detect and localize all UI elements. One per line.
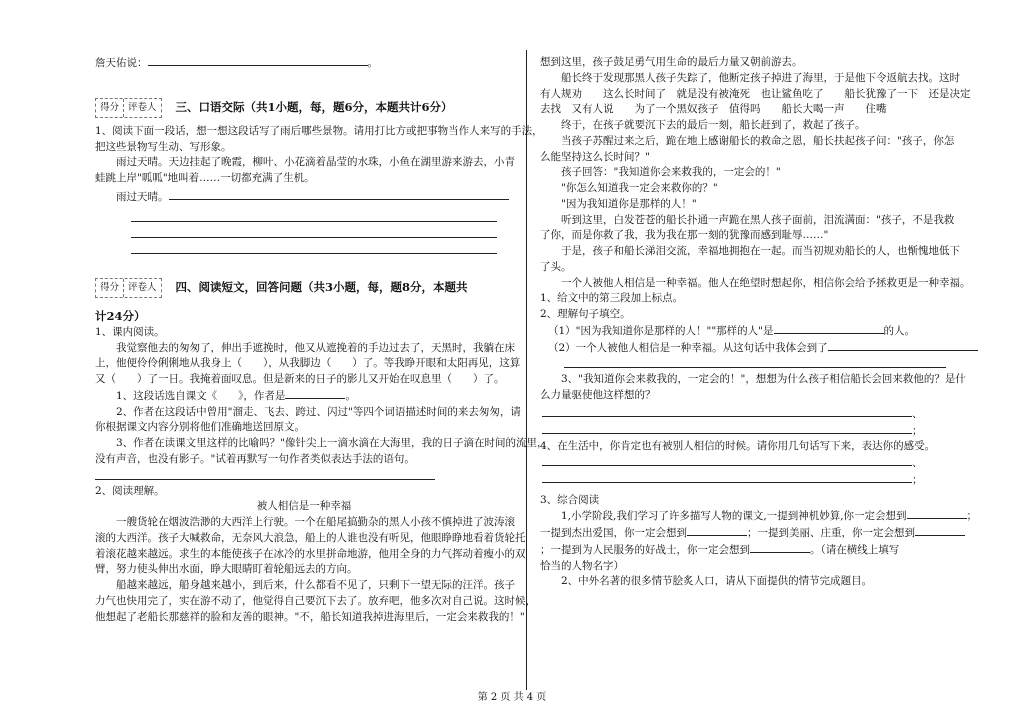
answer-blank[interactable] bbox=[542, 455, 912, 466]
reading1-passage: 我觉察他去的匆匆了，伸出手遮挽时，他又从遮挽着的手边过去了，天黑时，我躺在床 bbox=[116, 341, 515, 354]
reading2-passage: 他想起了老船长那慈祥的脸和友善的眼神。"不，船长知道我掉进海里后，一定会来救我的！" bbox=[95, 610, 525, 623]
section4-title: 四、阅读短文，回答问题（共3小题，每，题8分，本题共 bbox=[175, 279, 468, 294]
q1-text: 1、阅读下面一段话，想一想这段话写了雨后哪些景物。请用打比方或把事物当作人来写的手法， bbox=[95, 124, 543, 137]
name-blank[interactable] bbox=[687, 525, 747, 536]
grader-label: 评卷人 bbox=[128, 101, 157, 113]
reading2-passage: 船越来越远，船身越来越小，到后来，什么都看不见了，只剩下一望无际的汪洋。孩子 bbox=[116, 579, 515, 591]
score-label: 得分 bbox=[96, 279, 124, 297]
comma: 、 bbox=[912, 457, 923, 469]
proverb-blank[interactable] bbox=[148, 55, 368, 66]
reading1-q1-text: 1、这段话选自课文《 》，作者是 bbox=[116, 389, 286, 402]
left-column bbox=[95, 55, 548, 625]
answer-line[interactable] bbox=[95, 468, 435, 480]
author-blank[interactable] bbox=[285, 388, 345, 399]
proverb-end: 。 bbox=[367, 57, 378, 69]
story-paragraph: 孩子回答："我知道你会来救我的，一定会的！" bbox=[561, 166, 781, 179]
answer-row bbox=[540, 423, 970, 440]
column-divider bbox=[526, 50, 527, 690]
reading1-q1 bbox=[95, 388, 513, 405]
story-paragraph: 当孩子苏醒过来之后，跪在地上感谢船长的救命之恩，船长扶起孩子问："孩子，你怎 bbox=[561, 134, 955, 147]
semicolon: ； bbox=[966, 510, 978, 523]
comprehensive-heading: 3、综合阅读 bbox=[540, 493, 600, 506]
score-box bbox=[95, 98, 162, 118]
grader-label: 评卷人 bbox=[128, 281, 157, 293]
answer-blank[interactable] bbox=[169, 189, 509, 200]
question-2b-text: （2）一个人被他人相信是一种幸福。从这句话中我体会到了 bbox=[548, 341, 828, 354]
name-blank[interactable] bbox=[907, 508, 967, 519]
fill-blank[interactable] bbox=[774, 323, 884, 334]
question-4: 4、在生活中，你肯定也有被别人相信的时候。请你用几句话写下来，表达你的感受。 bbox=[540, 440, 936, 453]
story-paragraph: 船长终于发现那黑人孩子失踪了，他断定孩子掉进了海里，于是他下令返航去找。这时 bbox=[561, 71, 960, 84]
section3-header bbox=[95, 96, 513, 120]
name-blank[interactable] bbox=[915, 525, 965, 536]
story-paragraph: 想到这里，孩子鼓足勇气用生命的最后力量又朝前游去。 bbox=[540, 56, 803, 68]
comprehensive-q1-text: 恰当的人物名字） bbox=[540, 559, 624, 572]
reading2-heading: 2、阅读理解。 bbox=[95, 484, 165, 497]
answer-row bbox=[540, 406, 970, 423]
reading2-passage: 力气也快用完了，实在游不动了，他觉得自己要沉下去了。放弃吧，他多次对自己说。这时候， bbox=[95, 594, 536, 607]
semicolon: ； bbox=[912, 473, 923, 486]
story-paragraph: "你怎么知道我一定会来救你的？" bbox=[561, 182, 718, 194]
comprehensive-q1-end: 。（请在横线上填写 bbox=[810, 543, 900, 556]
score-box bbox=[95, 278, 162, 298]
reading2-passage: 着滚花越来越远。求生的本能使孩子在冰冷的水里拼命地游，他用全身的力气挥动着瘦小的双 bbox=[95, 547, 526, 560]
reading1-heading: 1、课内阅读。 bbox=[95, 325, 165, 338]
story-paragraph: 听到这里，白发苍苍的船长扑通一声跪在黑人孩子面前，泪流满面："孩子，不是我救 bbox=[561, 213, 955, 226]
answer-line[interactable] bbox=[131, 206, 497, 222]
reading2-passage: 滚的大西洋。孩子大喊救命，无奈风大浪急，船上的人谁也没有听见，他眼睁睁地看着货轮托 bbox=[95, 531, 526, 544]
story-paragraph: "因为我知道你是那样的人！" bbox=[561, 197, 697, 210]
reading1-passage: 上，他便伶伶俐俐地从我身上（ ），从我脚边（ ）了。等我睁开眼和太阳再见，这算 bbox=[95, 357, 521, 370]
section3-title: 三、口语交际（共1小题，每，题6分，本题共计6分） bbox=[175, 100, 453, 115]
comprehensive-q1 bbox=[540, 508, 978, 525]
proverb-line bbox=[95, 55, 513, 72]
reading1-q2: 2、作者在这段话中曾用"溜走、飞去、跨过、闪过"等四个词语描述时间的来去匆匆，请 bbox=[116, 405, 521, 418]
fill-blank[interactable] bbox=[828, 340, 978, 351]
comprehensive-q1-text: 1,小学阶段,我们学习了许多描写人物的课文,一提到神机妙算,你一定会想到 bbox=[561, 510, 907, 523]
comprehensive-q2: 2、中外名著的很多情节脍炙人口，请从下面提供的情节完成题目。 bbox=[561, 575, 873, 588]
name-blank[interactable] bbox=[750, 542, 810, 553]
semicolon: ； bbox=[912, 424, 923, 437]
question-1: 1、给文中的第三段加上标点。 bbox=[540, 292, 684, 305]
story-paragraph: 于是，孩子和船长涕泪交流，幸福地拥抱在一起。而当初规劝船长的人，也惭愧地低下 bbox=[561, 245, 960, 257]
comprehensive-q1-text: ；一提到为人民服务的好战士，你一定会想到 bbox=[540, 543, 750, 556]
question-2b bbox=[540, 340, 970, 357]
q1-passage: 蛙跳上岸"呱呱"地叫着……一切都充满了生机。 bbox=[95, 172, 315, 184]
section4-header bbox=[95, 276, 513, 300]
story-paragraph: 了你，而是你救了我，我为我在那一刻的犹豫而感到耻辱……" bbox=[540, 229, 829, 242]
answer-blank[interactable] bbox=[542, 472, 912, 483]
reading1-q2: 你根据课文内容分别将他们准确地送回原文。 bbox=[95, 421, 305, 434]
reading2-title: 被人相信是一种幸福 bbox=[256, 500, 352, 513]
page-footer: 第 2 页 共 4 页 bbox=[477, 692, 547, 703]
reading1-q3: 没有声音，也没有影子。"试着再默写一句作者类似表达手法的语句。 bbox=[95, 452, 415, 465]
section4-title-cont: 计24分） bbox=[95, 308, 146, 323]
answer-row bbox=[540, 472, 970, 489]
question-2a-text: （1）"因为我知道你是那样的人！""那样的人"是 bbox=[548, 324, 774, 337]
proverb-label: 詹天佑说： bbox=[95, 57, 148, 69]
answer-line[interactable] bbox=[564, 356, 946, 368]
story-paragraph: 有人规劝 这么长时间了 就是没有被淹死 也让鲨鱼吃了 船长犹豫了一下 还是决定 bbox=[540, 87, 971, 100]
answer-line[interactable] bbox=[131, 238, 497, 254]
story-paragraph: 终于，在孩子就要沉下去的最后一刻，船长赶到了，救起了孩子。 bbox=[561, 119, 866, 131]
comprehensive-q1 bbox=[540, 542, 970, 559]
comma: 、 bbox=[912, 407, 923, 420]
score-label: 得分 bbox=[96, 99, 124, 117]
q1-answer-prefix: 雨过天晴。 bbox=[116, 190, 169, 203]
reading1-q1-end: 。 bbox=[345, 389, 356, 402]
question-3: 么力量驱使他这样想的？ bbox=[540, 389, 656, 401]
reading1-q3: 3、作者在读课文里这样的比喻吗？"像针尖上一滴水滴在大海里，我的日子滴在时间的流里， bbox=[116, 437, 548, 449]
comprehensive-q1 bbox=[540, 525, 970, 542]
reading1-passage: 又（ ）了一日。我掩着面叹息。但是新来的日子的影儿又开始在叹息里（ ）了。 bbox=[95, 373, 505, 385]
answer-blank[interactable] bbox=[542, 423, 912, 434]
q1-text: 把这些景物写生动、写形象。 bbox=[95, 140, 232, 153]
answer-line[interactable] bbox=[131, 222, 497, 238]
q1-passage: 雨过天晴。天边挂起了晚霞，柳叶、小花滴着晶莹的水珠，小鱼在湖里游来游去，小青 bbox=[116, 156, 515, 169]
story-paragraph: 一个人被他人相信是一种幸福。他人在绝望时想起你，相信你会给予拯救更是一种幸福。 bbox=[561, 276, 971, 289]
comprehensive-q1-text: ；一提到美丽、庄重，你一定会想到 bbox=[747, 527, 915, 539]
question-3: 3、"我知道你会来救我的，一定会的！"，想想为什么孩子相信船长会回来救他的？是什 bbox=[561, 373, 966, 386]
question-2a bbox=[540, 323, 970, 340]
story-paragraph: 了头。 bbox=[540, 260, 572, 273]
answer-row bbox=[540, 455, 970, 472]
reading2-passage: 一艘货轮在烟波浩渺的大西洋上行驶。一个在船尾搞勤杂的黑人小孩不慎掉进了波涛滚 bbox=[116, 516, 515, 528]
right-column bbox=[540, 55, 978, 590]
story-paragraph: 去找 又有人说 为了一个黑奴孩子 值得吗 船长大喝一声 住嘴 bbox=[540, 103, 887, 116]
question-2a-end: 的人。 bbox=[883, 324, 915, 337]
story-paragraph: 么能坚持这么长时间？" bbox=[540, 150, 650, 163]
q1-answer-line bbox=[95, 189, 513, 206]
comprehensive-q1-text: 一提到杰出爱国，你一定会想到 bbox=[540, 527, 687, 539]
question-2: 2、理解句子填空。 bbox=[540, 308, 631, 320]
answer-blank[interactable] bbox=[542, 406, 912, 417]
reading2-passage: 臂，努力使头伸出水面，睁大眼睛盯着轮船远去的方向。 bbox=[95, 563, 358, 576]
